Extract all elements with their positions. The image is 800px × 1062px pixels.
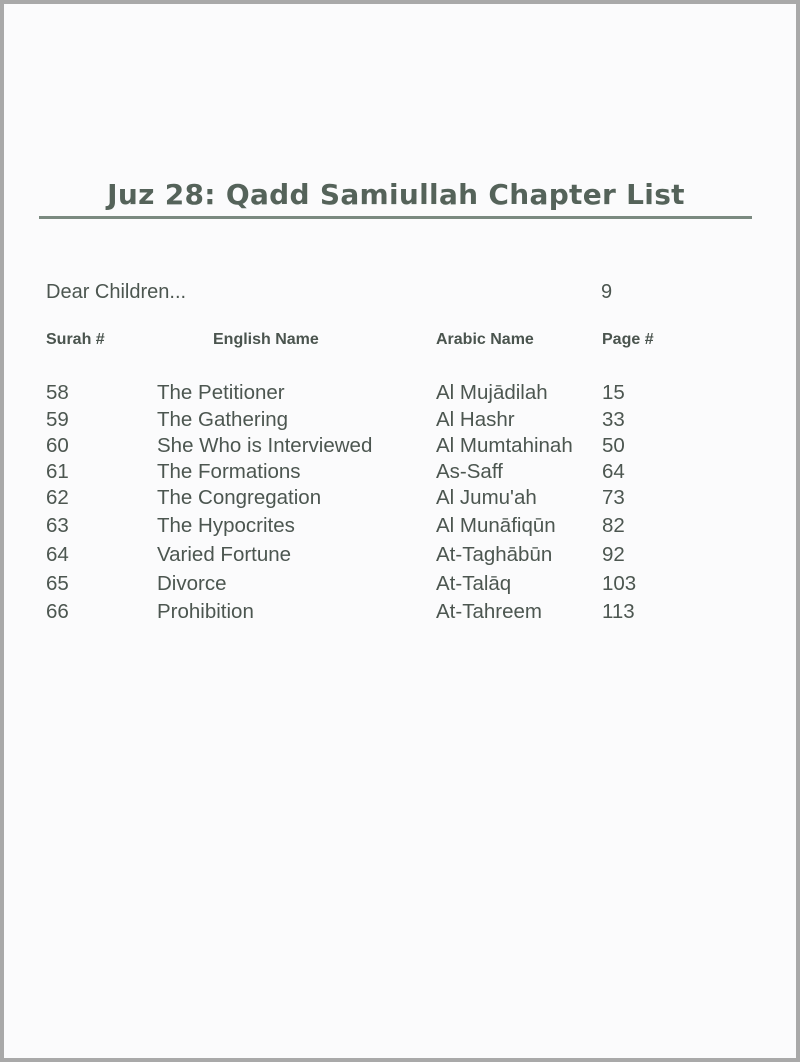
surah-number: 62 bbox=[46, 486, 69, 509]
page-number: 64 bbox=[602, 460, 625, 483]
surah-number: 61 bbox=[46, 460, 69, 483]
arabic-name: As-Saff bbox=[436, 460, 503, 483]
header-english-name: English Name bbox=[213, 331, 319, 348]
english-name: Varied Fortune bbox=[157, 543, 292, 566]
arabic-name: Al Jumu'ah bbox=[436, 486, 537, 509]
surah-number: 63 bbox=[46, 514, 69, 537]
page-number: 92 bbox=[602, 543, 625, 566]
surah-number: 60 bbox=[46, 434, 69, 457]
document-page bbox=[4, 4, 796, 1058]
page-number: 113 bbox=[602, 600, 635, 623]
surah-number: 59 bbox=[46, 408, 69, 431]
english-name: The Formations bbox=[157, 460, 301, 483]
intro-label: Dear Children... bbox=[46, 281, 187, 303]
header-surah-number: Surah # bbox=[46, 331, 105, 348]
surah-number: 58 bbox=[46, 381, 69, 404]
surah-number: 64 bbox=[46, 543, 69, 566]
arabic-name: Al Munāfiqūn bbox=[436, 514, 556, 537]
header-page-number: Page # bbox=[602, 331, 654, 348]
page-number: 103 bbox=[602, 572, 637, 595]
english-name: She Who is Interviewed bbox=[157, 434, 373, 457]
english-name: The Congregation bbox=[157, 486, 322, 509]
arabic-name: Al Mujādilah bbox=[436, 381, 548, 404]
page-number: 73 bbox=[602, 486, 625, 509]
arabic-name: At-Talāq bbox=[436, 572, 512, 595]
page-number: 15 bbox=[602, 381, 625, 404]
header-arabic-name: Arabic Name bbox=[436, 331, 534, 348]
page-number: 82 bbox=[602, 514, 625, 537]
title-underline bbox=[39, 216, 752, 219]
english-name: The Gathering bbox=[157, 408, 289, 431]
surah-number: 66 bbox=[46, 600, 69, 623]
intro-page-number: 9 bbox=[601, 281, 613, 303]
english-name: The Petitioner bbox=[157, 381, 285, 404]
page-number: 33 bbox=[602, 408, 625, 431]
page-title: Juz 28: Qadd Samiullah Chapter List bbox=[107, 178, 685, 211]
english-name: Prohibition bbox=[157, 600, 254, 623]
surah-number: 65 bbox=[46, 572, 69, 595]
arabic-name: Al Hashr bbox=[436, 408, 515, 431]
page-number: 50 bbox=[602, 434, 625, 457]
arabic-name: At-Tahreem bbox=[436, 600, 542, 623]
arabic-name: Al Mumtahinah bbox=[436, 434, 573, 457]
english-name: The Hypocrites bbox=[157, 514, 295, 537]
arabic-name: At-Taghābūn bbox=[436, 543, 553, 566]
english-name: Divorce bbox=[157, 572, 227, 595]
